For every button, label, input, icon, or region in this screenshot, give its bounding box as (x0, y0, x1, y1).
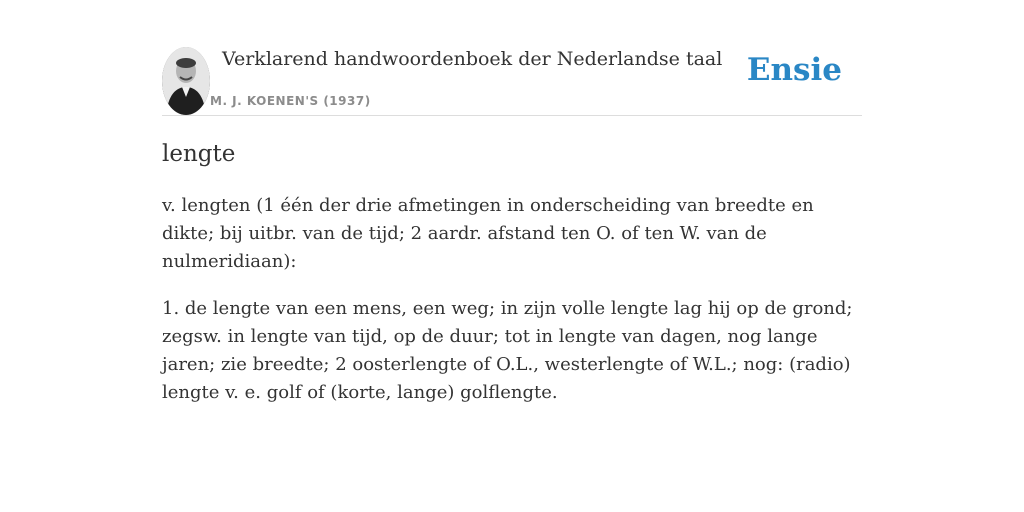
book-header (162, 44, 862, 116)
portrait-icon (162, 47, 210, 115)
entry-headword: lengte (162, 141, 236, 167)
entry-definition: v. lengten (1 één der drie afmetingen in onderscheiding van breedte en dikte; bij uitbr. van de tijd; 2 aardr. afstand ten O. of ten W. van de nulmeridiaan): (162, 195, 814, 272)
book-title: Verklarend handwoordenboek der Nederlandse taal (222, 48, 723, 70)
edition-subtitle: M. J. KOENEN'S (1937) (210, 94, 371, 108)
ensie-logo-link[interactable]: Ensie (746, 52, 842, 88)
entry-examples: 1. de lengte van een mens, een weg; in zijn volle lengte lag hij op de grond; zegsw. in lengte van tijd, op de duur; tot in lengte van dagen, nog lange jaren; zie breedte; 2 oosterlengte of O.L., westerlengte of W.L.; nog: (radio) lengte v. e. golf of (korte, lange) golflengte. (162, 298, 853, 403)
dictionary-entry (162, 138, 867, 426)
author-portrait (162, 47, 210, 115)
